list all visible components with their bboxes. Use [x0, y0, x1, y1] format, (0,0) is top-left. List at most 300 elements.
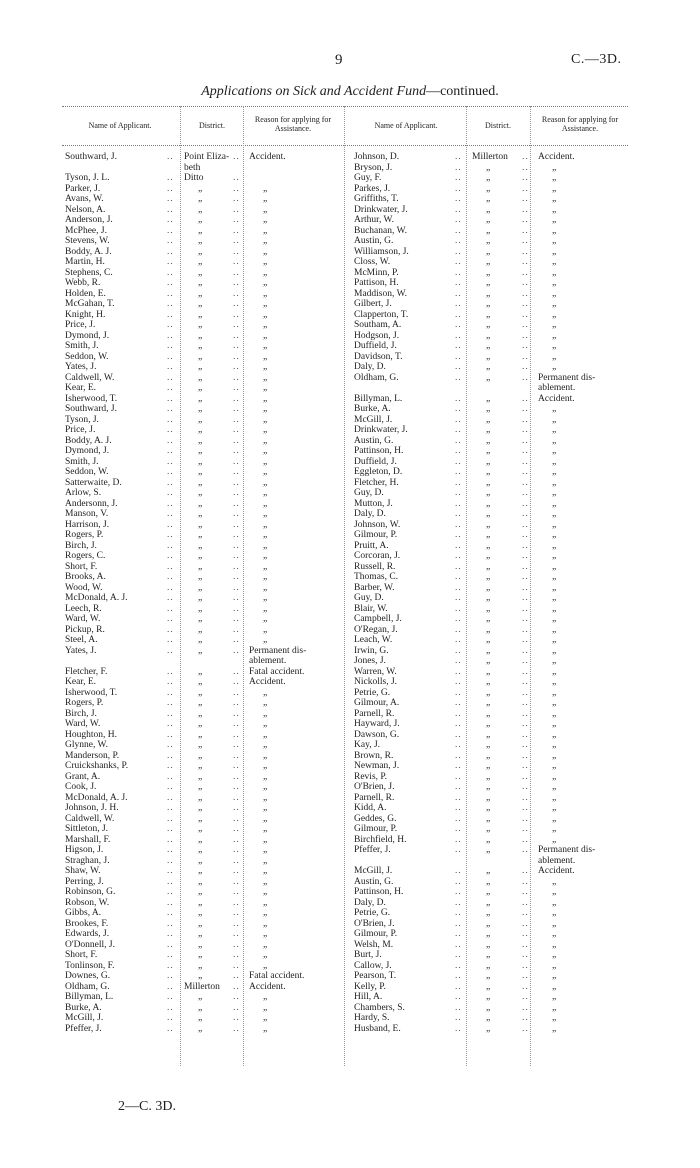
leader-dots: .. — [522, 761, 529, 771]
applicant-name: Guy, D. — [354, 593, 384, 603]
district-cell: „ — [198, 267, 203, 278]
leader-dots: .. — [455, 309, 462, 320]
leader-dots: .. — [455, 425, 462, 435]
leader-dots: .. — [167, 183, 174, 194]
applicant-name: Price, J. — [65, 320, 96, 330]
applicant-name: Parnell, R. — [354, 708, 395, 719]
leader-dots: .. — [167, 887, 174, 897]
reason-cell: „ — [263, 792, 268, 803]
reason-cell: „ — [263, 236, 268, 246]
leader-dots: .. — [455, 876, 462, 887]
leader-dots: .. — [522, 257, 529, 267]
leader-dots: .. — [167, 666, 174, 677]
applicant-name: Gilmour, P. — [354, 530, 398, 540]
district-cell: „ — [198, 509, 203, 519]
leader-dots: .. — [455, 866, 462, 876]
district-cell: „ — [198, 908, 203, 918]
leader-dots: .. — [522, 687, 529, 698]
leader-dots: .. — [233, 666, 240, 677]
reason-cell: „ — [263, 687, 268, 698]
reason-cell: „ — [263, 488, 268, 498]
applicant-name: Ward, W. — [65, 719, 101, 729]
leader-dots: .. — [455, 698, 462, 708]
leader-dots: .. — [167, 981, 174, 992]
district-cell: „ — [198, 740, 203, 750]
district-cell: „ — [198, 404, 203, 414]
leader-dots: .. — [455, 414, 462, 425]
reason-cell: „ — [552, 446, 557, 456]
reason-cell: „ — [263, 855, 268, 866]
reason-cell: „ — [263, 341, 268, 351]
applicant-name: McGill, J. — [65, 1013, 104, 1023]
applicant-name: Birch, J. — [65, 708, 97, 719]
leader-dots: .. — [522, 267, 529, 278]
leader-dots: .. — [522, 498, 529, 509]
reason-cell: „ — [263, 603, 268, 614]
leader-dots: .. — [455, 467, 462, 477]
reason-cell: „ — [552, 267, 557, 278]
applicant-name: Caldwell, W. — [65, 813, 115, 824]
leader-dots: .. — [233, 845, 240, 855]
leader-dots: .. — [522, 1002, 529, 1013]
reason-cell: „ — [552, 309, 557, 320]
reason-cell: „ — [263, 383, 268, 393]
leader-dots: .. — [455, 225, 462, 236]
district-cell: „ — [486, 467, 491, 477]
applicant-name: Thomas, C. — [354, 572, 399, 582]
leader-dots: .. — [522, 362, 529, 372]
reason-cell: „ — [263, 246, 268, 257]
applicant-name: Buchanan, W. — [354, 225, 408, 236]
district-cell: „ — [198, 446, 203, 456]
leader-dots: .. — [233, 897, 240, 908]
applicant-name: Johnson, D. — [354, 152, 400, 162]
reason-cell: „ — [263, 393, 268, 404]
applicant-name: Grant, A. — [65, 771, 101, 782]
applicant-name: Petrie, G. — [354, 908, 391, 918]
district-cell: „ — [486, 372, 491, 383]
leader-dots: .. — [455, 803, 462, 813]
reason-cell: Fatal accident. — [249, 666, 305, 677]
applicant-name: Parnell, R. — [354, 792, 395, 803]
leader-dots: .. — [167, 929, 174, 939]
applicant-name: Burke, A. — [65, 1002, 102, 1013]
applicant-name: Gilbert, J. — [354, 299, 392, 309]
leader-dots: .. — [233, 519, 240, 530]
leader-dots: .. — [167, 897, 174, 908]
page-title — [0, 84, 700, 100]
applicant-name: Revis, P. — [354, 771, 387, 782]
leader-dots: .. — [233, 929, 240, 939]
leader-dots: .. — [167, 288, 174, 299]
district-cell: „ — [486, 740, 491, 750]
leader-dots: .. — [233, 740, 240, 750]
applicant-name: Kear, E. — [65, 383, 97, 393]
leader-dots: .. — [233, 173, 240, 183]
leader-dots: .. — [233, 782, 240, 792]
reason-cell: „ — [552, 656, 557, 666]
district-cell: „ — [486, 582, 491, 593]
leader-dots: .. — [233, 540, 240, 551]
leader-dots: .. — [233, 960, 240, 971]
applicant-name: Welsh, M. — [354, 939, 394, 950]
district-cell: „ — [198, 687, 203, 698]
applicant-name: McGill, J. — [354, 866, 393, 876]
applicant-name: Campbell, J. — [354, 614, 402, 624]
leader-dots: .. — [233, 771, 240, 782]
reason-cell: „ — [552, 929, 557, 939]
leader-dots: .. — [167, 393, 174, 404]
district-cell: „ — [198, 341, 203, 351]
district-cell: „ — [198, 278, 203, 288]
leader-dots: .. — [167, 677, 174, 687]
leader-dots: .. — [455, 582, 462, 593]
reason-cell: Accident. — [249, 981, 286, 992]
district-cell: Millerton — [184, 981, 220, 992]
district-cell: „ — [198, 939, 203, 950]
leader-dots: .. — [455, 572, 462, 582]
leader-dots: .. — [233, 435, 240, 446]
leader-dots: .. — [233, 614, 240, 624]
reason-cell: „ — [263, 183, 268, 194]
applicant-name: Geddes, G. — [354, 813, 397, 824]
leader-dots: .. — [167, 267, 174, 278]
district-cell: „ — [486, 320, 491, 330]
district-cell: „ — [198, 330, 203, 341]
reason-cell: „ — [552, 183, 557, 194]
district-cell: „ — [198, 782, 203, 792]
reason-cell: „ — [552, 719, 557, 729]
reason-cell: Accident. — [538, 152, 575, 162]
district-cell: „ — [198, 362, 203, 372]
leader-dots: .. — [167, 530, 174, 540]
leader-dots: .. — [522, 593, 529, 603]
reason-cell: „ — [552, 215, 557, 225]
district-cell: „ — [198, 729, 203, 740]
reason-cell: ablement. — [538, 383, 576, 393]
leader-dots: .. — [233, 582, 240, 593]
leader-dots: .. — [522, 204, 529, 215]
reason-cell: „ — [552, 708, 557, 719]
district-cell: „ — [486, 729, 491, 740]
reason-cell: „ — [552, 908, 557, 918]
leader-dots: .. — [167, 708, 174, 719]
applicant-name: Hill, A. — [354, 992, 383, 1002]
applicant-name: Short, F. — [65, 561, 98, 572]
reason-cell: „ — [263, 635, 268, 645]
leader-dots: .. — [455, 1013, 462, 1023]
reason-cell: „ — [552, 225, 557, 236]
leader-dots: .. — [522, 1013, 529, 1023]
leader-dots: .. — [455, 593, 462, 603]
reason-cell: „ — [263, 435, 268, 446]
leader-dots: .. — [233, 404, 240, 414]
applicant-name: Smith, J. — [65, 341, 99, 351]
applicant-name: Daly, D. — [354, 897, 386, 908]
district-cell: „ — [486, 876, 491, 887]
district-cell: „ — [486, 488, 491, 498]
reason-cell: „ — [552, 729, 557, 740]
leader-dots: .. — [455, 183, 462, 194]
applicant-name: Yates, J. — [65, 362, 97, 372]
district-cell: „ — [486, 1023, 491, 1034]
leader-dots: .. — [233, 393, 240, 404]
applicant-name: Houghton, H. — [65, 729, 117, 740]
applicant-name: Cruickshanks, P. — [65, 761, 129, 771]
header-district-left: District. — [199, 121, 225, 130]
leader-dots: .. — [455, 666, 462, 677]
leader-dots: .. — [233, 918, 240, 929]
leader-dots: .. — [233, 330, 240, 341]
applicant-name: Robinson, G. — [65, 887, 116, 897]
leader-dots: .. — [167, 855, 174, 866]
header-name-right: Name of Applicant. — [374, 121, 438, 130]
district-cell: „ — [486, 960, 491, 971]
header-reason-left: Reason for applying for Assistance. — [254, 115, 332, 133]
leader-dots: .. — [455, 540, 462, 551]
leader-dots: .. — [455, 887, 462, 897]
leader-dots: .. — [455, 677, 462, 687]
leader-dots: .. — [522, 425, 529, 435]
leader-dots: .. — [167, 404, 174, 414]
applicant-name: Mutton, J. — [354, 498, 393, 509]
reason-cell: „ — [263, 719, 268, 729]
reason-cell: „ — [552, 960, 557, 971]
reason-cell: „ — [552, 467, 557, 477]
leader-dots: .. — [167, 918, 174, 929]
district-cell: „ — [486, 929, 491, 939]
leader-dots: .. — [455, 362, 462, 372]
district-cell: „ — [486, 267, 491, 278]
reason-cell: „ — [263, 750, 268, 761]
applicant-name: Griffiths, T. — [354, 194, 399, 204]
leader-dots: .. — [455, 519, 462, 530]
district-cell: „ — [198, 666, 203, 677]
applicant-name: Perring, J. — [65, 876, 104, 887]
leader-dots: .. — [233, 341, 240, 351]
leader-dots: .. — [522, 330, 529, 341]
district-cell: „ — [486, 404, 491, 414]
district-cell: „ — [198, 393, 203, 404]
leader-dots: .. — [167, 320, 174, 330]
leader-dots: .. — [167, 729, 174, 740]
reason-cell: „ — [552, 236, 557, 246]
reason-cell: „ — [552, 320, 557, 330]
reason-cell: „ — [263, 1013, 268, 1023]
reason-cell: „ — [263, 708, 268, 719]
leader-dots: .. — [455, 645, 462, 656]
district-cell: „ — [198, 320, 203, 330]
leader-dots: .. — [167, 971, 174, 981]
district-cell: „ — [198, 624, 203, 635]
applicant-name: Husband, E. — [354, 1023, 401, 1034]
leader-dots: .. — [522, 740, 529, 750]
reason-cell: „ — [552, 750, 557, 761]
leader-dots: .. — [167, 750, 174, 761]
applicant-name: Rogers, P. — [65, 530, 104, 540]
leader-dots: .. — [522, 456, 529, 467]
reason-cell: „ — [552, 530, 557, 540]
applicant-name: O'Brien, J. — [354, 918, 395, 929]
applicant-name: Leach, W. — [354, 635, 393, 645]
district-cell: „ — [486, 897, 491, 908]
applicant-name: Kidd, A. — [354, 803, 387, 813]
applicant-name: McGill, J. — [354, 414, 393, 425]
district-cell: „ — [486, 278, 491, 288]
leader-dots: .. — [233, 288, 240, 299]
leader-dots: .. — [522, 876, 529, 887]
applicant-name: Shaw, W. — [65, 866, 101, 876]
reason-cell: Fatal accident. — [249, 971, 305, 981]
applicant-name: Pfeffer, J. — [354, 845, 391, 855]
leader-dots: .. — [455, 341, 462, 351]
reason-cell: „ — [263, 225, 268, 236]
leader-dots: .. — [167, 509, 174, 519]
reason-cell: „ — [552, 635, 557, 645]
applicant-name: Chambers, S. — [354, 1002, 405, 1013]
applicant-name: Johnson, J. H. — [65, 803, 119, 813]
district-cell: „ — [486, 593, 491, 603]
leader-dots: .. — [233, 236, 240, 246]
applicant-name: Pattinson, H. — [354, 446, 404, 456]
district-cell: „ — [198, 792, 203, 803]
district-cell: „ — [486, 351, 491, 362]
leader-dots: .. — [522, 288, 529, 299]
district-cell: „ — [486, 257, 491, 267]
district-cell: „ — [486, 614, 491, 624]
applicant-name: Guy, D. — [354, 488, 384, 498]
leader-dots: .. — [167, 614, 174, 624]
reason-cell: „ — [552, 204, 557, 215]
applicant-name: Daly, D. — [354, 509, 386, 519]
leader-dots: .. — [233, 372, 240, 383]
district-cell: „ — [198, 1002, 203, 1013]
leader-dots: .. — [522, 656, 529, 666]
district-cell: „ — [198, 845, 203, 855]
reason-cell: Accident. — [538, 393, 575, 404]
district-cell: „ — [486, 435, 491, 446]
leader-dots: .. — [522, 309, 529, 320]
district-cell: „ — [198, 750, 203, 761]
district-cell: „ — [486, 393, 491, 404]
leader-dots: .. — [455, 372, 462, 383]
leader-dots: .. — [167, 824, 174, 834]
applicant-name: Nickolls, J. — [354, 677, 398, 687]
leader-dots: .. — [522, 435, 529, 446]
applicant-name: Andersonn, J. — [65, 498, 118, 509]
district-cell: „ — [198, 708, 203, 719]
reason-cell: „ — [263, 929, 268, 939]
leader-dots: .. — [455, 971, 462, 981]
applicant-name: Isherwood, T. — [65, 687, 118, 698]
leader-dots: .. — [455, 246, 462, 257]
applicant-name: Caldwell, W. — [65, 372, 115, 383]
reason-cell: „ — [263, 771, 268, 782]
reason-cell: „ — [552, 603, 557, 614]
applicant-name: Sittleton, J. — [65, 824, 109, 834]
leader-dots: .. — [522, 960, 529, 971]
leader-dots: .. — [233, 456, 240, 467]
leader-dots: .. — [167, 782, 174, 792]
applicant-name: Duffield, J. — [354, 341, 397, 351]
district-cell: „ — [198, 183, 203, 194]
reason-cell: „ — [552, 950, 557, 960]
district-cell: „ — [198, 498, 203, 509]
leader-dots: .. — [455, 236, 462, 246]
leader-dots: .. — [455, 393, 462, 404]
reason-cell: „ — [263, 414, 268, 425]
leader-dots: .. — [233, 509, 240, 519]
district-cell: „ — [198, 677, 203, 687]
reason-cell: „ — [552, 414, 557, 425]
district-cell: „ — [198, 309, 203, 320]
applicant-name: Southward, J. — [65, 152, 117, 162]
reason-cell: „ — [263, 551, 268, 561]
district-cell: „ — [198, 635, 203, 645]
leader-dots: .. — [522, 572, 529, 582]
applicant-name: Nelson, A. — [65, 204, 106, 215]
column-divider — [466, 106, 467, 1066]
leader-dots: .. — [167, 194, 174, 204]
applicant-name: Short, F. — [65, 950, 98, 960]
leader-dots: .. — [522, 813, 529, 824]
applicant-name: Edwards, J. — [65, 929, 110, 939]
leader-dots: .. — [167, 498, 174, 509]
applicant-name: Manderson, P. — [65, 750, 120, 761]
district-cell: Ditto — [184, 173, 204, 183]
leader-dots: .. — [455, 404, 462, 414]
leader-dots: .. — [455, 551, 462, 561]
leader-dots: .. — [167, 939, 174, 950]
reason-cell: „ — [552, 666, 557, 677]
leader-dots: .. — [167, 435, 174, 446]
leader-dots: .. — [167, 540, 174, 551]
applicant-name: Pickup, R. — [65, 624, 105, 635]
district-cell: „ — [486, 771, 491, 782]
applicant-name: Fletcher, F. — [65, 666, 108, 677]
applicant-name: Callow, J. — [354, 960, 392, 971]
leader-dots: .. — [522, 540, 529, 551]
applicant-name: Gibbs, A. — [65, 908, 102, 918]
reason-cell: „ — [263, 299, 268, 309]
reason-cell: Accident. — [249, 677, 286, 687]
reason-cell: „ — [552, 593, 557, 603]
leader-dots: .. — [233, 645, 240, 656]
leader-dots: .. — [233, 834, 240, 845]
reason-cell: „ — [552, 918, 557, 929]
applicant-name: Marshall, F. — [65, 834, 111, 845]
leader-dots: .. — [455, 435, 462, 446]
leader-dots: .. — [233, 477, 240, 488]
reason-cell: „ — [263, 803, 268, 813]
leader-dots: .. — [167, 456, 174, 467]
header-name-left: Name of Applicant. — [88, 121, 152, 130]
leader-dots: .. — [455, 278, 462, 288]
applicant-name: Stephens, C. — [65, 267, 113, 278]
leader-dots: .. — [167, 761, 174, 771]
district-cell: „ — [486, 519, 491, 530]
reason-cell: „ — [552, 740, 557, 750]
leader-dots: .. — [455, 897, 462, 908]
district-cell: „ — [198, 971, 203, 981]
leader-dots: .. — [522, 845, 529, 855]
reason-cell: „ — [263, 267, 268, 278]
district-cell: „ — [486, 698, 491, 708]
district-cell: „ — [486, 362, 491, 372]
applicant-name: Martin, H. — [65, 257, 105, 267]
applicant-name: Irwin, G. — [354, 645, 389, 656]
leader-dots: .. — [455, 761, 462, 771]
